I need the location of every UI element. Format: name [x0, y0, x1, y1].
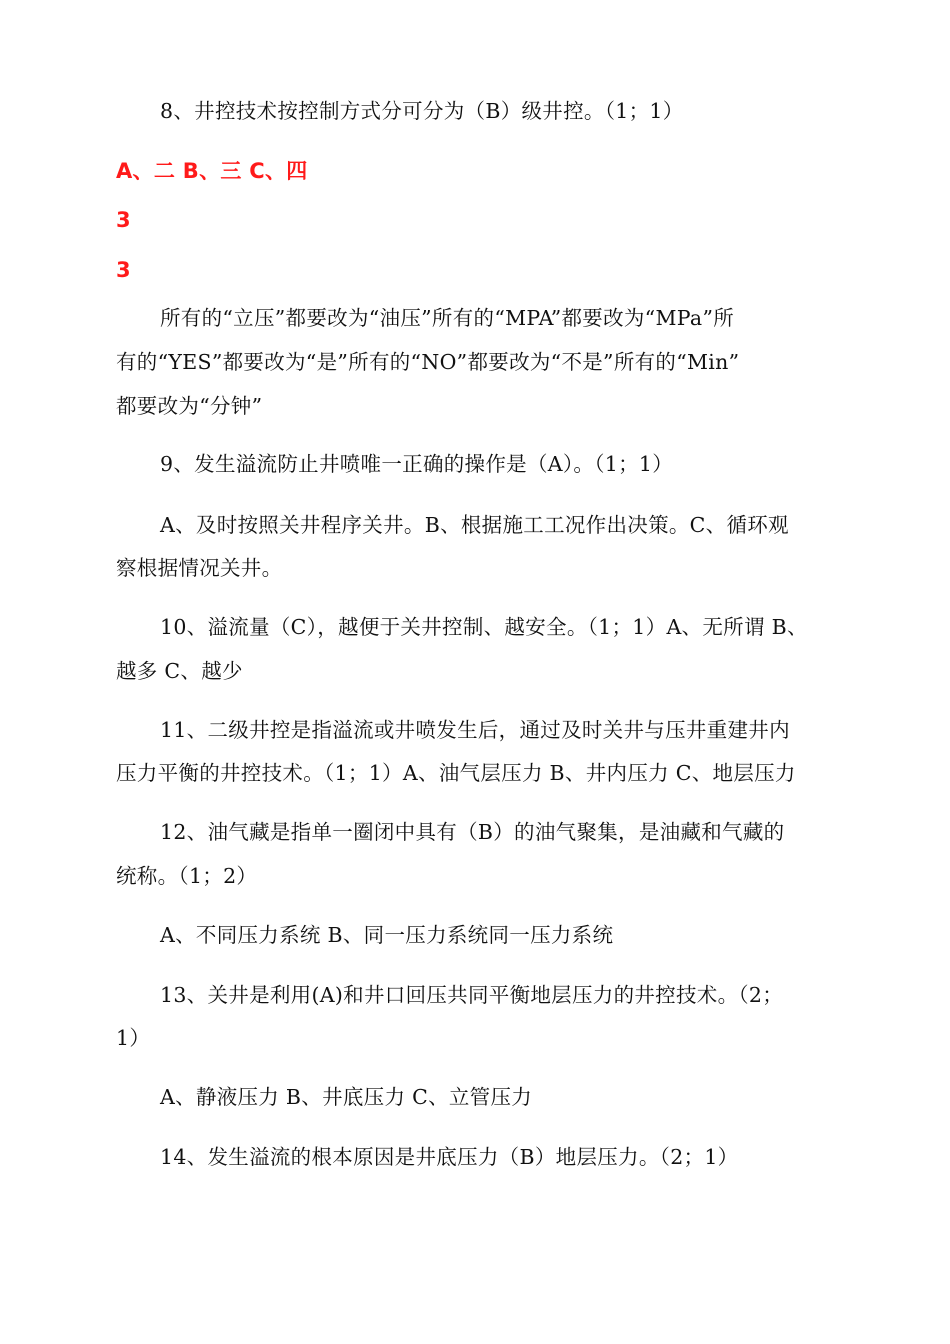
question-12-options: A、不同压力系统 B、同一压力系统同一压力系统 — [160, 923, 614, 947]
marker-text: 3 — [116, 208, 131, 232]
question-11-line-1: 11、二级井控是指溢流或井喷发生后，通过及时关井与压井重建井内 — [160, 718, 790, 742]
question-12-line-2: 统称。（1；2） — [116, 864, 258, 888]
question-9: 9、发生溢流防止井喷唯一正确的操作是（A）。（1；1） — [160, 452, 674, 476]
question-10-line-2: 越多 C、越少 — [116, 659, 243, 683]
question-13-line-2: 1） — [116, 1026, 151, 1050]
instruction-paragraph-line-2: 有的“YES”都要改为“是”所有的“NO”都要改为“不是”所有的“Min” — [116, 350, 740, 374]
question-13-options: A、静液压力 B、井底压力 C、立管压力 — [160, 1085, 533, 1109]
question-9-options-line-2: 察根据情况关井。 — [116, 556, 283, 580]
question-9-options-line-1: A、及时按照关井程序关井。B、根据施工工况作出决策。C、循环观 — [160, 513, 789, 537]
question-14: 14、发生溢流的根本原因是井底压力（B）地层压力。（2；1） — [160, 1145, 739, 1169]
question-12-line-1: 12、油气藏是指单一圈闭中具有（B）的油气聚集，是油藏和气藏的 — [160, 820, 785, 844]
instruction-paragraph-line-1: 所有的“立压”都要改为“油压”所有的“MPA”都要改为“MPa”所 — [160, 306, 735, 330]
question-10-line-1: 10、溢流量（C），越便于关井控制、越安全。（1；1）A、无所谓 B、 — [160, 615, 808, 639]
question-8-options: A、二 B、三 C、四 — [116, 159, 308, 183]
question-13-line-1: 13、关井是利用(A)和井口回压共同平衡地层压力的井控技术。（2； — [160, 983, 784, 1007]
question-8: 8、井控技术按控制方式分可分为（B）级井控。（1；1） — [160, 99, 684, 123]
instruction-paragraph-line-3: 都要改为“分钟” — [116, 394, 263, 418]
question-11-line-2: 压力平衡的井控技术。（1；1）A、油气层压力 B、井内压力 C、地层压力 — [116, 761, 796, 785]
marker-text: 3 — [116, 258, 131, 282]
